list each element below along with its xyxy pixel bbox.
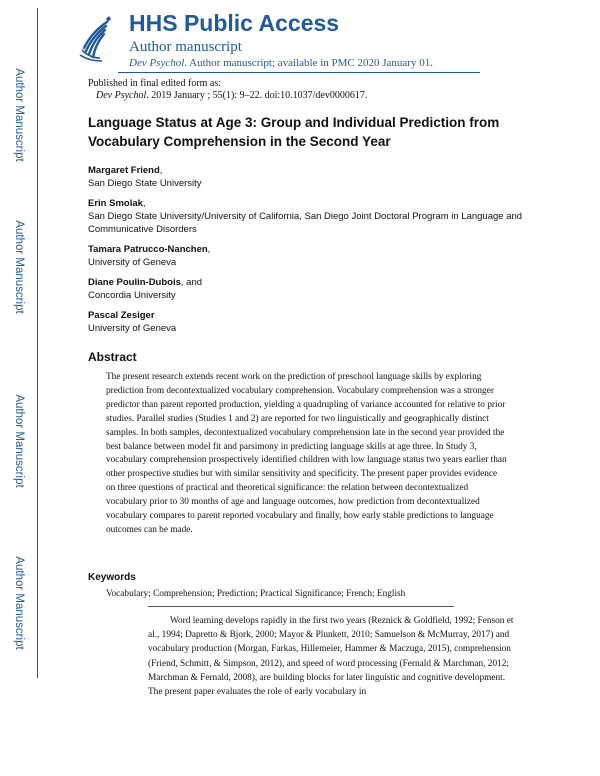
- author-affiliation: Concordia University: [88, 290, 176, 301]
- author-list: [88, 164, 528, 342]
- citation-journal: Dev Psychol: [96, 90, 147, 101]
- published-form-label: Published in final edited form as:: [88, 78, 222, 89]
- hhs-eagle-logo-icon: [76, 14, 114, 62]
- author-name: Pascal Zesiger: [88, 310, 155, 321]
- header-rule: [118, 72, 480, 73]
- section-rule: [148, 606, 454, 607]
- author-name: Diane Poulin-Dubois: [88, 277, 181, 288]
- availability-note: Dev Psychol. Author manuscript; available in PMC 2020 January 01.: [129, 57, 433, 69]
- author-name: Erin Smolak: [88, 198, 143, 209]
- abstract-heading: Abstract: [88, 350, 137, 364]
- side-label-author-manuscript: Author Manuscript: [13, 220, 25, 314]
- side-label-author-manuscript: Author Manuscript: [13, 394, 25, 488]
- citation: Dev Psychol. 2019 January ; 55(1): 9–22. doi:10.1037/dev0000617.: [96, 90, 368, 101]
- author-affiliation: San Diego State University/University of California, San Diego Joint Doctoral Program in Language and Communicative Disorders: [88, 211, 523, 235]
- author-affiliation: University of Geneva: [88, 323, 177, 334]
- author-entry: [88, 309, 528, 335]
- hhs-public-access-title: HHS Public Access: [129, 10, 340, 36]
- body-paragraph: Word learning develops rapidly in the first two years (Reznick & Goldfield, 1992; Fenson et al., 1994; Dapretto & Bjork, 2000; Mayor & Plunkett, 2010; Samuelson & McMurray, 2017) and vocabulary production (Morgan, Farkas, Hillemeier, Hammer & Maczuga, 2015), comprehension (Friend, Schmitt, & Simpson, 2012), and speed of word processing (Fernald & Marchman, 2012; Marchman & Fernald, 2008), are building blocks for later linguistic and cognitive development. The present paper evaluates the role of early vocabulary in: [148, 616, 514, 698]
- author-name: Margaret Friend: [88, 165, 160, 176]
- author-entry: Erin Smolak, San Diego State University/University of California, San Diego Joint Doctoral Program in Language and Communicative Disorders: [88, 197, 528, 236]
- author-manuscript-label: Author manuscript: [129, 39, 242, 55]
- author-entry: Diane Poulin-Dubois, and Concordia University: [88, 276, 528, 302]
- author-entry: Tamara Patrucco-Nanchen, University of Geneva: [88, 243, 528, 269]
- keywords-heading: Keywords: [88, 572, 136, 583]
- author-affiliation: San Diego State University: [88, 178, 202, 189]
- journal-name: Dev Psychol: [129, 57, 185, 69]
- author-affiliation: University of Geneva: [88, 257, 177, 268]
- author-name: Tamara Patrucco-Nanchen: [88, 244, 208, 255]
- author-entry: Margaret Friend, San Diego State University: [88, 164, 528, 190]
- side-label-author-manuscript: Author Manuscript: [13, 556, 25, 650]
- abstract-text: The present research extends recent work on the prediction of preschool language skills by exploring prediction from decontextualized vocabulary comprehension. Vocabulary comprehension was a stronger predictor than parent reported production, yielding a quadrupling of variance accounted for relative to prior studies. Parallel studies (Studies 1 and 2) are reported for two linguistically and geographically distinct samples. In both samples, decontextualized vocabulary comprehension late in the second year provided the best balance between model fit and parsimony in predicting language skills at age three. In Study 3, vocabulary comprehension prospectively identified children with low language status two years earlier than other prospective studies but with similar sensitivity and specificity. The present paper provides evidence on three questions of practical and theoretical significance: the relation between decontextualized vocabulary prior to 30 months of age and language outcomes, how prediction from decontextualized vocabulary compares to parent reported vocabulary and finally, how early stable predictions to language outcomes can be made.: [106, 372, 507, 535]
- keywords-text: Vocabulary; Comprehension; Prediction; Practical Significance; French; English: [106, 589, 406, 599]
- article-title: Language Status at Age 3: Group and Individual Prediction from Vocabulary Comprehension in the Second Year: [88, 115, 500, 149]
- side-label-author-manuscript: Author Manuscript: [13, 68, 25, 162]
- margin-rule: [37, 8, 38, 678]
